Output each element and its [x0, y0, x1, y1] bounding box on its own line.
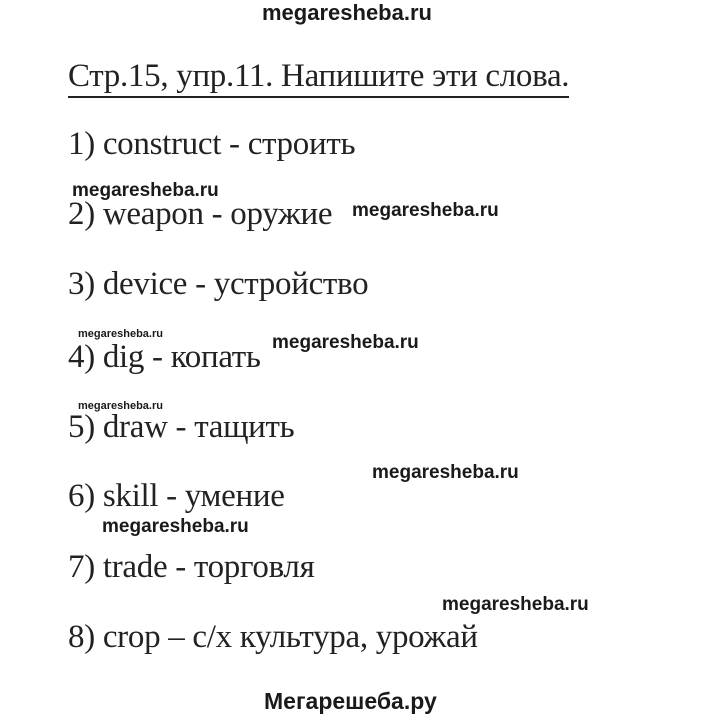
watermark: megaresheba.ru — [78, 328, 163, 340]
watermark-top: megaresheba.ru — [262, 0, 432, 25]
word-item-8: 8) crop – с/х культура, урожай — [68, 619, 478, 655]
word-item-7: 7) trade - торговля — [68, 549, 315, 585]
watermark: megaresheba.ru — [78, 400, 163, 412]
watermark: megaresheba.ru — [442, 594, 589, 615]
watermark: megaresheba.ru — [72, 180, 219, 201]
word-item-6: 6) skill - умение — [68, 478, 285, 514]
watermark: megaresheba.ru — [272, 332, 419, 353]
word-item-1: 1) construct - строить — [68, 126, 356, 162]
word-item-3: 3) device - устройство — [68, 266, 369, 302]
word-item-4: 4) dig - копать — [68, 339, 261, 375]
watermark: megaresheba.ru — [352, 200, 499, 221]
word-item-2: 2) weapon - оружие — [68, 196, 333, 232]
site-footer: Мегарешеба.ру — [264, 688, 437, 714]
exercise-heading: Стр.15, упр.11. Напишите эти слова. — [68, 58, 569, 98]
watermark: megaresheba.ru — [102, 516, 249, 537]
watermark: megaresheba.ru — [372, 462, 519, 483]
word-item-5: 5) draw - тащить — [68, 409, 295, 445]
